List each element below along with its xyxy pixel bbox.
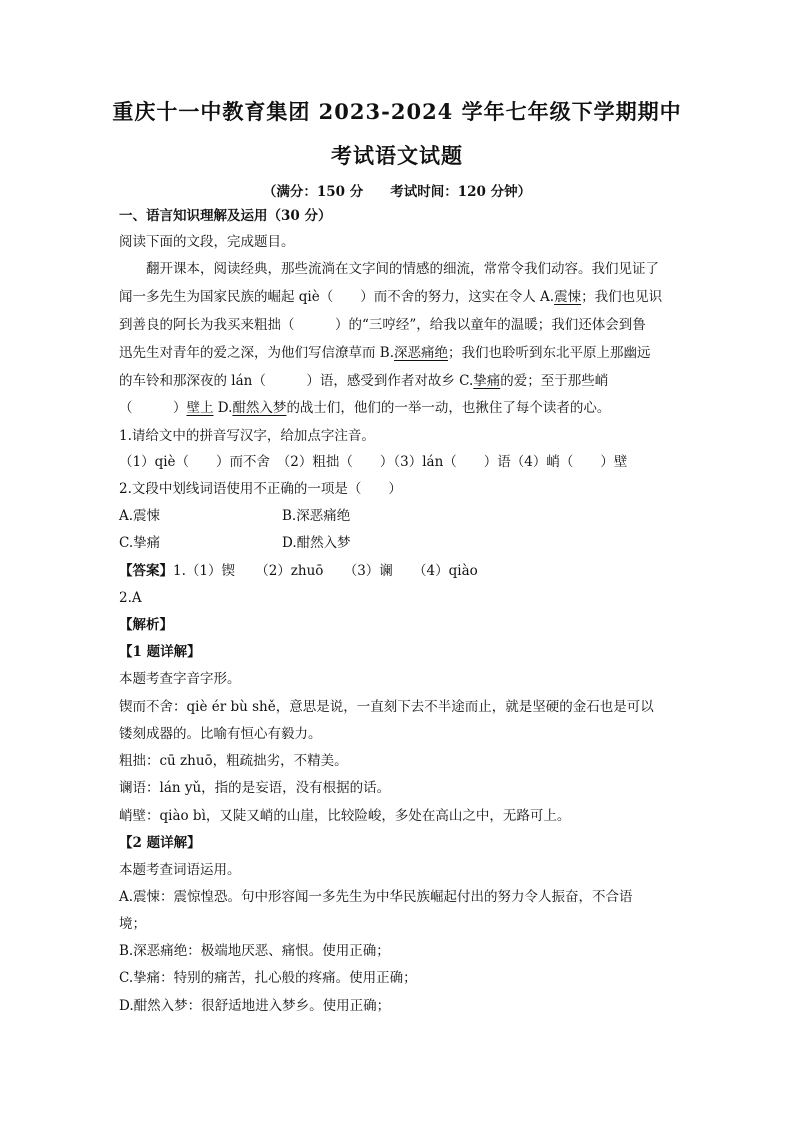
underlined-term-c: 挚痛 <box>473 373 501 389</box>
text: 迅先生对青年的爱之深，为他们写信潦草而 B. <box>119 345 395 361</box>
exam-meta: （满分：150 分 考试时间：120 分钟） <box>262 184 532 200</box>
option-row <box>119 506 679 526</box>
text: 的战士们，他们的一举一动，也揪住了每个读者的心。 <box>286 400 611 416</box>
underlined-term: 壁上 <box>186 400 214 416</box>
passage-line: 翻开课本，阅读经典，那些流淌在文字间的情感的细流，常常令我们动容。我们见证了 <box>146 261 659 277</box>
explanation-line: C.挚痛：特别的痛苦，扎心般的疼痛。使用正确； <box>119 970 417 986</box>
passage-line: 到善良的阿长为我买来粗拙（ ）的“三哼经”，给我以童年的温暖；我们还体会到鲁 <box>119 317 646 333</box>
underlined-term-a: 震悚 <box>554 289 582 305</box>
option-c: C.挚痛 <box>119 535 161 551</box>
passage-line <box>119 343 679 363</box>
explanation-line: 镂刻成器的。比喻有恒心有毅力。 <box>119 726 322 742</box>
explanation-line: D.酣然入梦：很舒适地进入梦乡。使用正确； <box>119 998 391 1014</box>
text: D. <box>213 400 233 416</box>
option-b: B.深恶痛绝 <box>282 508 351 524</box>
analysis-label: 【解析】 <box>119 617 173 633</box>
q1-detail-label: 【1 题详解】 <box>119 644 201 660</box>
explanation-line: 本题考查字音字形。 <box>119 671 241 687</box>
text: ；我们也聆听到东北平原上那幽远 <box>448 345 651 361</box>
passage-line <box>119 371 679 391</box>
text: ；我们也见识 <box>581 289 663 305</box>
section-heading: 一、语言知识理解及运用（30 分） <box>119 208 332 224</box>
passage-line <box>119 398 679 418</box>
explanation-line: 峭壁：qiào bì，又陡又峭的山崖，比较险峻，多处在高山之中，无路可上。 <box>119 808 571 824</box>
explanation-line: 本题考查词语运用。 <box>119 862 241 878</box>
text: 的车铃和那深夜的 lán（ ）语，感受到作者对故乡 C. <box>119 373 474 389</box>
explanation-line: A.震悚：震惊惶恐。句中形容闻一多先生为中华民族崛起付出的努力令人振奋，不合语 <box>119 889 633 905</box>
explanation-line: 谰语：lán yǔ，指的是妄语，没有根据的话。 <box>119 780 391 796</box>
text: 闻一多先生为国家民族的崛起 qiè（ ）而不舍的努力，这实在令人 A. <box>119 289 555 305</box>
question-1: 1.请给文中的拼音写汉字，给加点字注音。 <box>119 428 375 444</box>
answer-2: 2.A <box>119 590 142 606</box>
explanation-line: 粗拙：cū zhuō，粗疏拙劣，不精美。 <box>119 753 348 769</box>
question-1-blanks: （1）qiè（ ）而不舍 （2）粗拙（ ）（3）lán（ ）语（4）峭（ ）壁 <box>119 454 628 470</box>
instruction: 阅读下面的文段，完成题目。 <box>119 234 295 250</box>
underlined-term-d: 酣然入梦 <box>232 400 287 416</box>
passage-line <box>119 287 679 307</box>
text: 的爱；至于那些峭 <box>500 373 609 389</box>
explanation-line: 境； <box>119 916 146 932</box>
option-a: A.震悚 <box>119 508 161 524</box>
answer-1: 1.（1）锲 （2）zhuō （3）谰 （4）qiào <box>173 563 478 579</box>
answer-line <box>119 561 679 581</box>
answer-label: 【答案】 <box>119 563 173 579</box>
option-row <box>119 533 679 553</box>
question-2: 2.文段中划线词语使用不正确的一项是（ ） <box>119 481 402 497</box>
underlined-term-b: 深恶痛绝 <box>394 345 449 361</box>
q2-detail-label: 【2 题详解】 <box>119 835 201 851</box>
text: （ ） <box>119 400 187 416</box>
exam-title-line2: 考试语文试题 <box>331 143 463 168</box>
option-d: D.酣然入梦 <box>282 535 351 551</box>
explanation-line: 锲而不舍：qiè ér bù shě，意思是说，一直刻下去不半途而止，就是坚硬的金石也是可以 <box>119 699 654 715</box>
explanation-line: B.深恶痛绝：极端地厌恶、痛恨。使用正确； <box>119 943 390 959</box>
exam-title-line1: 重庆十一中教育集团 2023-2024 学年七年级下学期期中 <box>112 99 682 124</box>
